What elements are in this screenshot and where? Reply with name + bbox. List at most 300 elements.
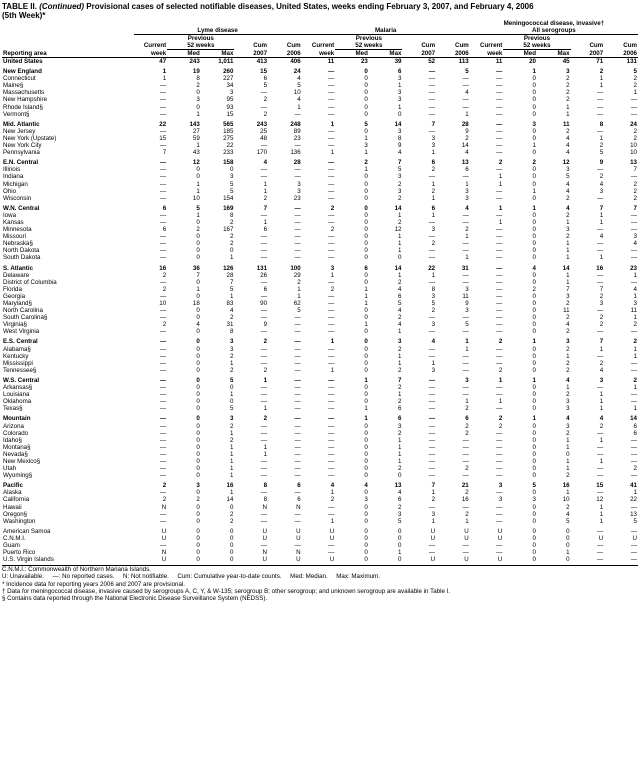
value-cell: 4 <box>196 321 200 329</box>
value-cell: — <box>160 510 167 518</box>
value-cell: — <box>462 173 469 181</box>
table-row <box>2 300 638 307</box>
value-cell: 3 <box>431 292 436 300</box>
value-cell: 1 <box>566 271 570 279</box>
value-cell: 2 <box>398 503 402 511</box>
value-cell: 1 <box>599 398 604 406</box>
value-cell: 2 <box>599 68 604 76</box>
table-row <box>2 556 638 563</box>
table-row <box>2 111 638 118</box>
value-cell: 3 <box>229 173 234 181</box>
value-cell: 1 <box>599 75 604 83</box>
value-cell: 4 <box>431 338 436 346</box>
value-cell: 1 <box>532 415 536 423</box>
reporting-area-cell: Minnesota <box>3 226 32 234</box>
reporting-area-cell: South Carolina§ <box>3 314 48 322</box>
value-cell: 0 <box>229 384 234 392</box>
value-cell: — <box>160 110 167 118</box>
value-cell: 1 <box>229 254 234 262</box>
value-cell: 113 <box>458 58 469 65</box>
value-cell: — <box>462 436 469 444</box>
value-cell: 6 <box>263 75 268 83</box>
value-cell: 0 <box>229 556 234 564</box>
value-cell: — <box>294 166 301 174</box>
value-cell: — <box>496 278 503 286</box>
med-label: Med <box>335 50 369 58</box>
value-cell: — <box>630 359 637 367</box>
value-cell: N <box>296 503 301 511</box>
value-cell: 0 <box>196 510 200 518</box>
value-cell: 0 <box>196 436 200 444</box>
value-cell: 3 <box>465 307 469 315</box>
value-cell: — <box>160 166 167 174</box>
table-title <box>2 2 638 20</box>
value-cell: 0 <box>196 247 200 255</box>
value-cell: — <box>428 465 436 473</box>
value-cell: — <box>630 211 637 219</box>
reporting-area-cell: South Dakota <box>3 254 41 262</box>
value-cell: 11 <box>630 307 637 315</box>
reporting-area-cell: Missouri <box>3 233 27 241</box>
value-cell: 6 <box>398 496 402 504</box>
value-cell: U <box>161 527 167 535</box>
value-cell: 2 <box>566 366 570 374</box>
group-header-meningococcal: Meningococcal disease, invasive† <box>503 20 605 27</box>
table-row <box>2 479 638 489</box>
value-cell: — <box>462 96 469 104</box>
value-cell: 11 <box>462 292 469 300</box>
value-cell: — <box>496 292 503 300</box>
value-cell: — <box>428 314 436 322</box>
value-cell: 1 <box>364 415 368 423</box>
value-cell: 3 <box>196 96 200 104</box>
value-cell: 0 <box>196 429 200 437</box>
value-cell: — <box>496 75 503 83</box>
value-cell: 1 <box>364 285 368 293</box>
value-cell: 3 <box>364 496 368 504</box>
value-cell: 27 <box>192 127 200 135</box>
value-cell: 1 <box>566 103 570 111</box>
value-cell: 0 <box>532 240 536 248</box>
value-cell: 5 <box>633 68 637 76</box>
value-cell: — <box>328 103 335 111</box>
value-cell: — <box>630 366 637 374</box>
value-cell: 1 <box>364 292 368 300</box>
table-row <box>2 89 638 96</box>
table-row <box>2 156 638 166</box>
value-cell: — <box>328 359 335 367</box>
value-cell: 2 <box>633 376 637 384</box>
value-cell: — <box>597 307 604 315</box>
value-cell: 9 <box>465 300 469 307</box>
value-cell: 1 <box>532 204 536 212</box>
value-cell: — <box>328 300 335 307</box>
value-cell: — <box>496 247 503 255</box>
table-row <box>2 518 638 525</box>
table-row <box>2 430 638 437</box>
value-cell: — <box>462 503 469 511</box>
table-row <box>2 472 638 479</box>
value-cell: 28 <box>461 120 469 128</box>
value-cell: 0 <box>364 75 368 83</box>
value-cell: 0 <box>196 384 200 392</box>
value-cell: 0 <box>364 307 368 315</box>
reporting-area-cell: Rhode Island§ <box>3 103 43 111</box>
value-cell: 1 <box>229 292 234 300</box>
value-cell: 1 <box>162 75 167 83</box>
value-cell: — <box>496 271 503 279</box>
value-cell: 0 <box>532 292 536 300</box>
value-cell: N <box>161 549 167 557</box>
value-cell: — <box>160 103 167 111</box>
value-cell: — <box>462 359 469 367</box>
value-cell: — <box>496 89 503 97</box>
value-cell: 22 <box>630 496 637 504</box>
value-cell: 3 <box>633 300 637 307</box>
value-cell: 71 <box>596 58 604 65</box>
value-cell: — <box>428 398 436 406</box>
value-cell: 0 <box>196 534 200 542</box>
value-cell: 1 <box>229 489 234 497</box>
value-cell: 23 <box>630 264 637 272</box>
value-cell: — <box>462 240 469 248</box>
value-cell: 5 <box>229 405 234 413</box>
value-cell: — <box>328 472 335 480</box>
value-cell: — <box>328 314 335 322</box>
value-cell: — <box>160 233 167 241</box>
value-cell: 2 <box>398 314 402 322</box>
value-cell: 4 <box>566 187 570 195</box>
value-cell: — <box>496 352 503 360</box>
value-cell: 0 <box>196 527 200 535</box>
reporting-area-cell: Massachusetts <box>3 89 45 97</box>
value-cell: N <box>296 549 301 557</box>
value-cell: 8 <box>229 328 234 336</box>
current-label: Current <box>311 42 335 50</box>
value-cell: 2 <box>196 226 200 234</box>
reporting-area-cell: Idaho§ <box>3 436 22 444</box>
table-row <box>2 374 638 384</box>
value-cell: 3 <box>229 338 234 346</box>
value-cell: — <box>597 127 604 135</box>
value-cell: 13 <box>630 159 637 167</box>
value-cell: 6 <box>431 204 436 212</box>
reporting-area-cell: Vermont§ <box>3 110 30 118</box>
value-cell: — <box>496 285 503 293</box>
value-cell: 2 <box>633 180 637 188</box>
value-cell: 1 <box>599 457 604 465</box>
reporting-area-cell: District of Columbia <box>3 278 57 286</box>
value-cell: 227 <box>223 75 234 83</box>
value-cell: 3 <box>398 173 402 181</box>
value-cell: 0 <box>196 359 200 367</box>
value-cell: 1 <box>364 376 368 384</box>
value-cell: 0 <box>532 366 536 374</box>
value-cell: 1 <box>330 517 335 525</box>
value-cell: 2 <box>532 285 536 293</box>
value-cell: U <box>329 556 335 564</box>
value-cell: 1 <box>162 68 167 76</box>
reporting-area-header: Reporting area <box>2 50 134 58</box>
table-row <box>2 149 638 156</box>
value-cell: — <box>294 338 301 346</box>
value-cell: — <box>260 211 268 219</box>
value-cell: 1 <box>196 142 200 150</box>
value-cell: 0 <box>364 110 368 118</box>
value-cell: 4 <box>465 89 469 97</box>
value-cell: — <box>160 391 167 399</box>
value-cell: 0 <box>364 96 368 104</box>
value-cell: 5 <box>398 166 402 174</box>
value-cell: — <box>597 240 604 248</box>
reporting-area-cell: E.S. Central <box>3 338 38 346</box>
value-cell: 1 <box>633 405 637 413</box>
value-cell: 0 <box>532 127 536 135</box>
value-cell: — <box>428 415 436 423</box>
value-cell: 6 <box>297 482 301 490</box>
value-cell: 2 <box>398 366 402 374</box>
value-cell: 4 <box>566 321 570 329</box>
table-body <box>2 58 638 564</box>
value-cell: 3 <box>330 264 335 272</box>
value-cell: 0 <box>196 254 200 262</box>
value-cell: 2 <box>633 82 637 90</box>
value-cell: 16 <box>461 496 469 504</box>
value-cell: 0 <box>196 278 200 286</box>
value-cell: — <box>294 204 301 212</box>
value-cell: 275 <box>223 134 234 142</box>
value-cell: — <box>260 436 268 444</box>
value-cell: 2 <box>465 405 469 413</box>
value-cell: — <box>160 415 167 423</box>
value-cell: 3 <box>398 96 402 104</box>
value-cell: — <box>428 457 436 465</box>
value-cell: 1 <box>498 173 503 181</box>
value-cell: 1 <box>633 89 637 97</box>
value-cell: — <box>260 359 268 367</box>
value-cell: — <box>294 398 301 406</box>
value-cell: — <box>260 510 268 518</box>
value-cell: — <box>597 549 604 557</box>
value-cell: 0 <box>532 166 536 174</box>
value-cell: — <box>328 391 335 399</box>
value-cell: 3 <box>532 120 536 128</box>
value-cell: 1 <box>398 211 402 219</box>
value-cell: 0 <box>196 218 200 226</box>
value-cell: 6 <box>398 415 402 423</box>
value-cell: 2 <box>398 384 402 392</box>
value-cell: — <box>597 271 604 279</box>
value-cell: 1 <box>465 345 469 353</box>
value-cell: — <box>496 127 503 135</box>
value-cell: — <box>328 187 335 195</box>
value-cell: 3 <box>398 75 402 83</box>
value-cell: 4 <box>633 240 637 248</box>
value-cell: 0 <box>196 338 200 346</box>
value-cell: 0 <box>364 489 368 497</box>
value-cell: 0 <box>196 465 200 473</box>
value-cell: — <box>260 314 268 322</box>
reporting-area-cell: Maine§ <box>3 82 24 90</box>
value-cell: — <box>160 89 167 97</box>
week-label: week <box>302 50 336 58</box>
value-cell: 1 <box>532 338 536 346</box>
value-cell: 2 <box>398 429 402 437</box>
value-cell: 0 <box>532 218 536 226</box>
table-row <box>2 391 638 398</box>
value-cell: 1 <box>498 218 503 226</box>
value-cell: 4 <box>566 180 570 188</box>
value-cell: 1 <box>330 338 335 346</box>
value-cell: 90 <box>260 300 268 307</box>
footnote-line: U: Unavailable. —: No reported cases. N: Not notifiable. Cum: Cumulative year-to-date counts. Med: Median. Max: Maximum. <box>2 573 380 581</box>
value-cell: — <box>328 89 335 97</box>
value-cell: 13 <box>461 159 469 167</box>
value-cell: 1 <box>229 450 234 458</box>
value-cell: 10 <box>293 89 301 97</box>
value-cell: — <box>496 489 503 497</box>
value-cell: — <box>294 314 301 322</box>
value-cell: 4 <box>633 285 637 293</box>
value-cell: — <box>160 489 167 497</box>
table-row <box>2 128 638 135</box>
value-cell: 0 <box>364 194 368 202</box>
value-cell: — <box>597 527 604 535</box>
value-cell: 28 <box>293 159 301 167</box>
value-cell: 2 <box>566 345 570 353</box>
value-cell: — <box>260 489 268 497</box>
value-cell: 1 <box>498 180 503 188</box>
value-cell: — <box>428 89 436 97</box>
reporting-area-cell: New Mexico§ <box>3 457 41 465</box>
value-cell: 83 <box>226 300 234 307</box>
value-cell: — <box>462 443 469 451</box>
value-cell: 2 <box>162 482 167 490</box>
value-cell: — <box>328 240 335 248</box>
value-cell: — <box>428 233 436 241</box>
reporting-area-cell: Nevada§ <box>3 450 28 458</box>
value-cell: 1 <box>431 359 436 367</box>
value-cell: 0 <box>196 240 200 248</box>
value-cell: — <box>294 110 301 118</box>
value-cell: 1 <box>633 352 637 360</box>
value-cell: 1 <box>229 429 234 437</box>
value-cell: 16 <box>226 482 234 490</box>
value-cell: 0 <box>532 321 536 329</box>
value-cell: 3 <box>566 226 570 234</box>
value-cell: 2 <box>364 159 368 167</box>
value-cell: 2 <box>297 278 301 286</box>
value-cell: — <box>462 314 469 322</box>
value-cell: 3 <box>566 422 570 430</box>
value-cell: 2 <box>229 352 234 360</box>
value-cell: — <box>160 443 167 451</box>
value-cell: 4 <box>566 149 570 157</box>
value-cell: 28 <box>226 271 234 279</box>
value-cell: 0 <box>364 556 368 564</box>
value-cell: — <box>496 384 503 392</box>
value-cell: — <box>328 82 335 90</box>
value-cell: 23 <box>293 194 301 202</box>
table-row <box>2 542 638 549</box>
value-cell: 34 <box>226 82 234 90</box>
value-cell: 2 <box>498 422 503 430</box>
value-cell: U <box>329 527 335 535</box>
value-cell: 4 <box>263 159 268 167</box>
value-cell: 1 <box>364 149 368 157</box>
value-cell: 0 <box>364 103 368 111</box>
value-cell: 12 <box>562 159 570 167</box>
value-cell: 0 <box>532 180 536 188</box>
reporting-area-cell: Indiana <box>3 173 24 181</box>
value-cell: — <box>160 247 167 255</box>
value-cell: — <box>597 194 604 202</box>
reporting-area-cell: Florida <box>3 285 22 293</box>
value-cell: 2 <box>229 436 234 444</box>
value-cell: 1 <box>633 489 637 497</box>
current-label: Current <box>143 42 167 50</box>
table-row <box>2 423 638 430</box>
table-row <box>2 367 638 374</box>
value-cell: 24 <box>293 68 301 76</box>
value-cell: — <box>496 510 503 518</box>
value-cell: 2 <box>162 271 167 279</box>
value-cell: 5 <box>263 82 268 90</box>
value-cell: 3 <box>431 321 436 329</box>
value-cell: 0 <box>532 472 536 480</box>
reporting-area-cell: Iowa <box>3 211 17 219</box>
value-cell: 3 <box>566 405 570 413</box>
value-cell: — <box>328 127 335 135</box>
value-cell: — <box>630 527 637 535</box>
value-cell: 143 <box>189 120 200 128</box>
table-row <box>2 240 638 247</box>
value-cell: 6 <box>633 429 637 437</box>
value-cell: 5 <box>633 517 637 525</box>
value-cell: 3 <box>398 422 402 430</box>
value-cell: 9 <box>398 142 402 150</box>
value-cell: 4 <box>566 142 570 150</box>
table-row <box>2 247 638 254</box>
value-cell: 0 <box>532 489 536 497</box>
value-cell: 0 <box>364 517 368 525</box>
title-continued: (Continued) <box>39 2 85 11</box>
value-cell: 0 <box>532 465 536 473</box>
value-cell: — <box>294 443 301 451</box>
table-row <box>2 535 638 542</box>
value-cell: 0 <box>364 457 368 465</box>
value-cell: 0 <box>196 366 200 374</box>
value-cell: 2 <box>599 173 604 181</box>
value-cell: 1 <box>532 142 536 150</box>
value-cell: 0 <box>364 127 368 135</box>
value-cell: 1 <box>599 517 604 525</box>
value-cell: 3 <box>398 89 402 97</box>
value-cell: 12 <box>192 159 200 167</box>
value-cell: 1 <box>465 180 469 188</box>
value-cell: 0 <box>196 173 200 181</box>
value-cell: 1 <box>297 292 301 300</box>
value-cell: 1,011 <box>218 58 234 65</box>
value-cell: — <box>496 82 503 90</box>
value-cell: 5 <box>229 376 234 384</box>
value-cell: 4 <box>330 482 335 490</box>
value-cell: 3 <box>431 142 436 150</box>
value-cell: 8 <box>398 134 402 142</box>
value-cell: 1 <box>633 314 637 322</box>
value-cell: 0 <box>532 89 536 97</box>
value-cell: 6 <box>398 68 402 76</box>
